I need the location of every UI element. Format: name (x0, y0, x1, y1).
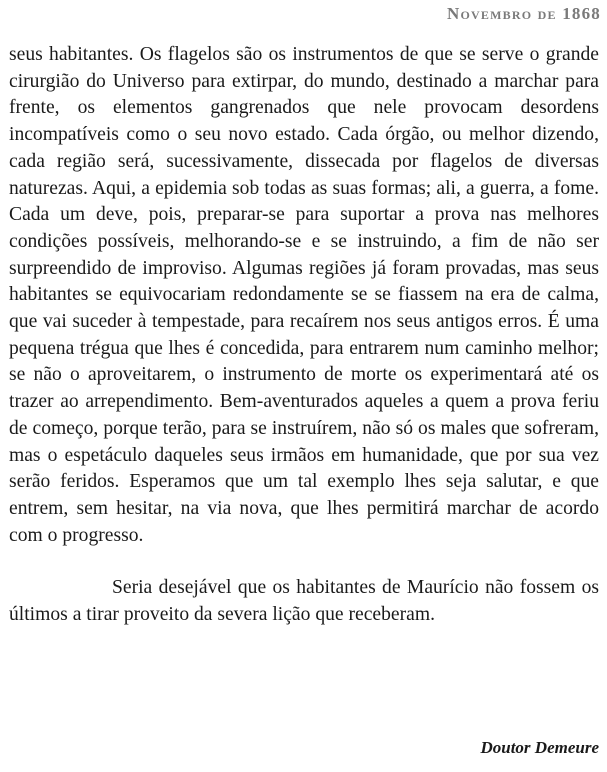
paragraph-2: Seria desejável que os habitantes de Maurício não fossem os últimos a tirar proveito da severa lição que receberam. (9, 577, 599, 626)
paragraph-1: seus habitantes. Os flagelos são os instrumentos de que se serve o grande cirurgião do Universo para extirpar, do mundo, destinado a marchar para frente, os elementos gangrenados que nele provocam desordens incompatíveis como o seu novo estado. Cada órgão, ou melhor dizendo, cada região será, sucessivamente, dissecada por flagelos de diversas naturezas. Aqui, a epidemia sob todas as suas formas; ali, a guerra, a fome. Cada um deve, pois, preparar-se para suportar a prova nas melhores condições possíveis, melhorando-se e se instruindo, a fim de não ser surpreendido de improviso. Algumas regiões já foram provadas, mas seus habitantes se equivocariam redondamente se se fiassem na era de calma, que vai suceder à tempestade, para recaírem nos seus antigos erros. É uma pequena trégua que lhes é concedida, para entrarem num caminho melhor; se não o aproveitarem, o instrumento de morte os experimentará até os trazer ao arrependimento. Bem-aventurados aqueles a quem a prova feriu de começo, porque terão, para se instruírem, não só os males que sofreram, mas o espetáculo daqueles seus irmãos em humanidade, que por sua vez serão feridos. Esperamos que um tal exemplo lhes seja salutar, e que entrem, sem hesitar, na via nova, que lhes permitirá marchar de acordo com o progresso. (9, 44, 599, 546)
running-header: Novembro de 1868 (447, 4, 601, 23)
author-signature: Doutor Demeure (480, 738, 599, 757)
body-text (9, 42, 599, 629)
